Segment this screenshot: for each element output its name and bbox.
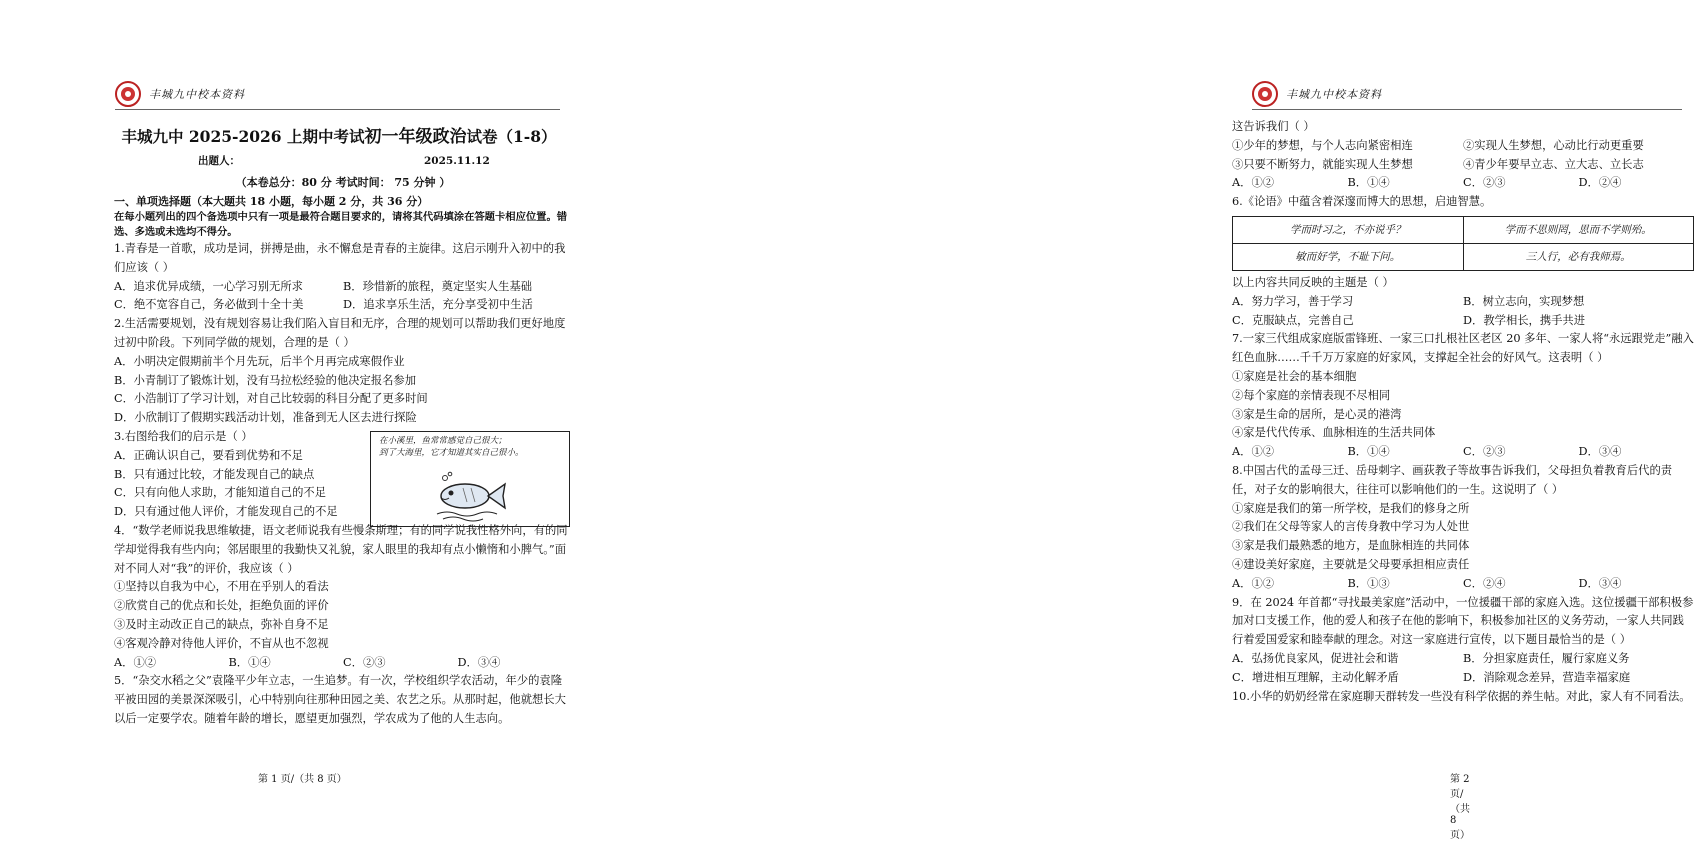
option-d: D．消除观念差异，营造幸福家庭: [1463, 670, 1631, 684]
question-stem: 9．在 2024 年首都“寻找最美家庭”活动中，一位援疆干部的家庭入选。这位援疆干部积极参加对口支援工作，他的爱人和孩子在他的影响下，积极参加社区的义务劳动，一家人共同践行着爱国爱家和睦奉献的理念。对这一家庭进行宣传，以下题目最恰当的是（ ）: [1232, 595, 1694, 647]
question-prompt: 以上内容共同反映的主题是（ ）: [1232, 275, 1394, 289]
option-a: A．①②: [1232, 445, 1275, 459]
option-a: A．小明决定假期前半个月先玩，后半个月再完成寒假作业: [114, 354, 405, 368]
question-stem: 2.生活需要规划，没有规划容易让我们陷入盲目和无序，合理的规划可以帮助我们更好地度过初中阶段。下列同学做的规划，合理的是（ ）: [114, 317, 566, 349]
fish-cartoon: [370, 431, 570, 527]
cartoon-caption: 在小溪里，鱼常常感觉自己很大； 到了大海里，它才知道其实自己很小。: [379, 435, 524, 458]
school-logo-icon: [115, 81, 141, 107]
exam-page-1: [0, 0, 600, 848]
table-cell: 学而时习之，不亦说乎？: [1233, 216, 1464, 243]
fish-icon: [433, 470, 513, 522]
option-d: D．③④: [1578, 445, 1622, 459]
option-d: D．教学相长，携手共进: [1463, 313, 1586, 327]
statement-4: ④客观冷静对待他人评价，不盲从也不忽视: [114, 636, 329, 650]
option-b: B．①③: [1347, 576, 1390, 590]
question-6: [1232, 193, 1694, 330]
question-stem: 这告诉我们（ ）: [1232, 120, 1315, 133]
statement-1: ①坚持以自我为中心，不用在乎别人的看法: [114, 580, 329, 594]
option-b: B．分担家庭责任，履行家庭义务: [1463, 651, 1630, 665]
statement-3: ③及时主动改正自己的缺点，弥补自身不足: [114, 617, 329, 631]
option-d: D．小欣制订了假期实践活动计划，准备到无人区去进行探险: [114, 411, 417, 425]
header-divider: [1252, 109, 1682, 110]
option-c: C．只有向他人求助，才能知道自己的不足: [114, 486, 326, 500]
statement-3: ③只要不断努力，就能实现人生梦想: [1232, 157, 1413, 171]
statement-1: ①少年的梦想，与个人志向紧密相连: [1232, 138, 1413, 152]
option-c: C．②③: [343, 655, 386, 669]
statement-4: ④建设美好家庭，主要就是父母要承担相应责任: [1232, 557, 1470, 571]
question-stem: 5．“杂交水稻之父”袁隆平少年立志，一生追梦。有一次，学校组织学农活动，年少的袁隆平被田园的美景深深吸引，心中特别向往那种田园之美、农艺之乐。从那时起，他就想长大以后一定要学农。随着年龄的增长，愿望更加强烈，学农成为了他的人生志向。: [114, 674, 566, 725]
table-cell: 三人行，必有我师焉。: [1463, 243, 1694, 270]
statement-3: ③家是生命的居所，是心灵的港湾: [1232, 407, 1402, 421]
option-d: D．③④: [1578, 576, 1622, 590]
page-2-content: [1232, 118, 1694, 706]
option-c: C．②③: [1463, 176, 1506, 190]
option-b: B．只有通过比较，才能发现自己的缺点: [114, 467, 315, 481]
question-5-continued: [1232, 118, 1694, 193]
analects-table: [1232, 216, 1694, 271]
option-c: C．克服缺点，完善自己: [1232, 313, 1354, 327]
option-a: A．①②: [1232, 576, 1275, 590]
option-c: C．增进相互理解，主动化解矛盾: [1232, 670, 1399, 684]
option-b: B．树立志向，实现梦想: [1463, 294, 1585, 308]
option-c: C．绝不宽容自己，务必做到十全十美: [114, 298, 304, 312]
exam-meta: [114, 150, 572, 172]
option-a: A．①②: [114, 655, 157, 669]
question-7: [1232, 330, 1694, 462]
page-1-content: [114, 124, 572, 729]
question-stem: 7.一家三代组成家庭版雷锋班、一家三口扎根社区老区 20 多年、一家人将“永远跟党走”融入红色血脉……千千万万家庭的好家风，支撑起全社会的好风气。这表明（ ）: [1232, 332, 1694, 365]
header-divider: [115, 109, 560, 110]
exam-title: 丰城九中 2025-2026 上期中考试初一年级政治试卷（1-8）: [121, 127, 557, 147]
option-a: A．追求优异成绩，一心学习别无所求: [114, 279, 303, 293]
question-stem: 10.小华的奶奶经常在家庭聊天群转发一些没有科学依据的养生帖。对此，家人有不同看法。: [1232, 689, 1691, 703]
option-b: B．①④: [1347, 176, 1390, 190]
question-3: [114, 428, 572, 522]
option-a: A．正确认识自己，要看到优势和不足: [114, 448, 303, 462]
statement-1: ①家庭是社会的基本细胞: [1232, 369, 1357, 383]
exam-total-line: （本卷总分：80 分 考试时间： 75 分钟 ）: [235, 176, 451, 189]
option-c: C．小浩制订了学习计划，对自己比较弱的科目分配了更多时间: [114, 392, 428, 406]
statement-3: ③家是我们最熟悉的地方，是血脉相连的共同体: [1232, 539, 1470, 553]
question-4: [114, 522, 572, 672]
header-school-text: 丰城九中校本资料: [149, 88, 245, 101]
statement-4: ④家是代代传承、血脉相连的生活共同体: [1232, 426, 1436, 440]
school-logo-icon: [1252, 81, 1278, 107]
option-b: B．小青制订了锻炼计划，没有马拉松经验的他决定报名参加: [114, 373, 417, 387]
question-2: [114, 315, 572, 428]
option-b: B．①④: [1347, 445, 1390, 459]
option-d: D．追求享乐生活，充分享受初中生活: [343, 298, 533, 312]
author-label: 出题人：: [198, 155, 240, 167]
page-header: [115, 80, 560, 108]
statement-2: ②每个家庭的亲情表现不尽相同: [1232, 388, 1391, 402]
option-c: C．②③: [1463, 445, 1506, 459]
page-footer: 第 1 页/（共 8 页）: [258, 774, 347, 785]
option-b: B．珍惜新的旅程，奠定坚实人生基础: [343, 279, 533, 293]
option-a: A．①②: [1232, 176, 1275, 190]
question-10: [1232, 688, 1694, 707]
exam-date: 2025.11.12: [424, 155, 490, 167]
question-9: [1232, 594, 1694, 688]
option-d: D．③④: [457, 655, 501, 669]
question-stem: 6.《论语》中蕴含着深邃而博大的思想，启迪智慧。: [1232, 195, 1492, 209]
question-stem: 1.青春是一首歌，成功是词，拼搏是曲，永不懈怠是青春的主旋律。这启示刚升入初中的我们应该（ ）: [114, 242, 566, 274]
section-heading: 一、单项选择题（本大题共 18 小题，每小题 2 分，共 36 分）: [114, 195, 429, 208]
question-stem: 3.右图给我们的启示是（ ）: [114, 429, 253, 443]
section-instruction: 在每小题列出的四个备选项中只有一项是最符合题目要求的，请将其代码填涂在答题卡相应位置。错选、多选或未选均不得分。: [114, 211, 568, 238]
question-1: [114, 240, 572, 315]
table-cell: 学而不思则罔，思而不学则殆。: [1463, 216, 1694, 243]
header-school-text: 丰城九中校本资料: [1286, 88, 1382, 101]
statement-1: ①家庭是我们的第一所学校，是我们的修身之所: [1232, 501, 1470, 515]
exam-page-2: [600, 0, 1694, 848]
option-a: A．弘扬优良家风，促进社会和谐: [1232, 651, 1399, 665]
question-8: [1232, 462, 1694, 594]
option-b: B．①④: [228, 655, 271, 669]
option-a: A．努力学习，善于学习: [1232, 294, 1354, 308]
option-d: D．只有通过他人评价，才能发现自己的不足: [114, 505, 338, 519]
statement-2: ②我们在父母等家人的言传身教中学习为人处世: [1232, 520, 1470, 534]
statement-2: ②实现人生梦想，心动比行动更重要: [1463, 138, 1644, 152]
statement-4: ④青少年要早立志、立大志、立长志: [1463, 157, 1644, 171]
question-stem: 4．“数学老师说我思维敏捷，语文老师说我有些慢条斯理；有的同学说我性格外向，有的同学却觉得我有些内向；邻居眼里的我勤快又礼貌，家人眼里的我却有点小懒惰和小脾气。”面对不同人对“我”的评价，我应该（ ）: [114, 523, 568, 575]
statement-2: ②欣赏自己的优点和长处，拒绝负面的评价: [114, 599, 329, 613]
option-d: D．②④: [1578, 176, 1622, 190]
page-header: [1252, 80, 1682, 108]
question-5: [114, 672, 572, 728]
option-c: C．②④: [1463, 576, 1506, 590]
table-cell: 敏而好学，不耻下问。: [1233, 243, 1464, 270]
page-footer: 第 2 页/（共 8 页）: [1450, 774, 1470, 841]
question-stem: 8.中国古代的孟母三迁、岳母刺字、画荻教子等故事告诉我们，父母担负着教育后代的责任，对子女的影响很大，往往可以影响他们的一生。这说明了（ ）: [1232, 463, 1673, 496]
